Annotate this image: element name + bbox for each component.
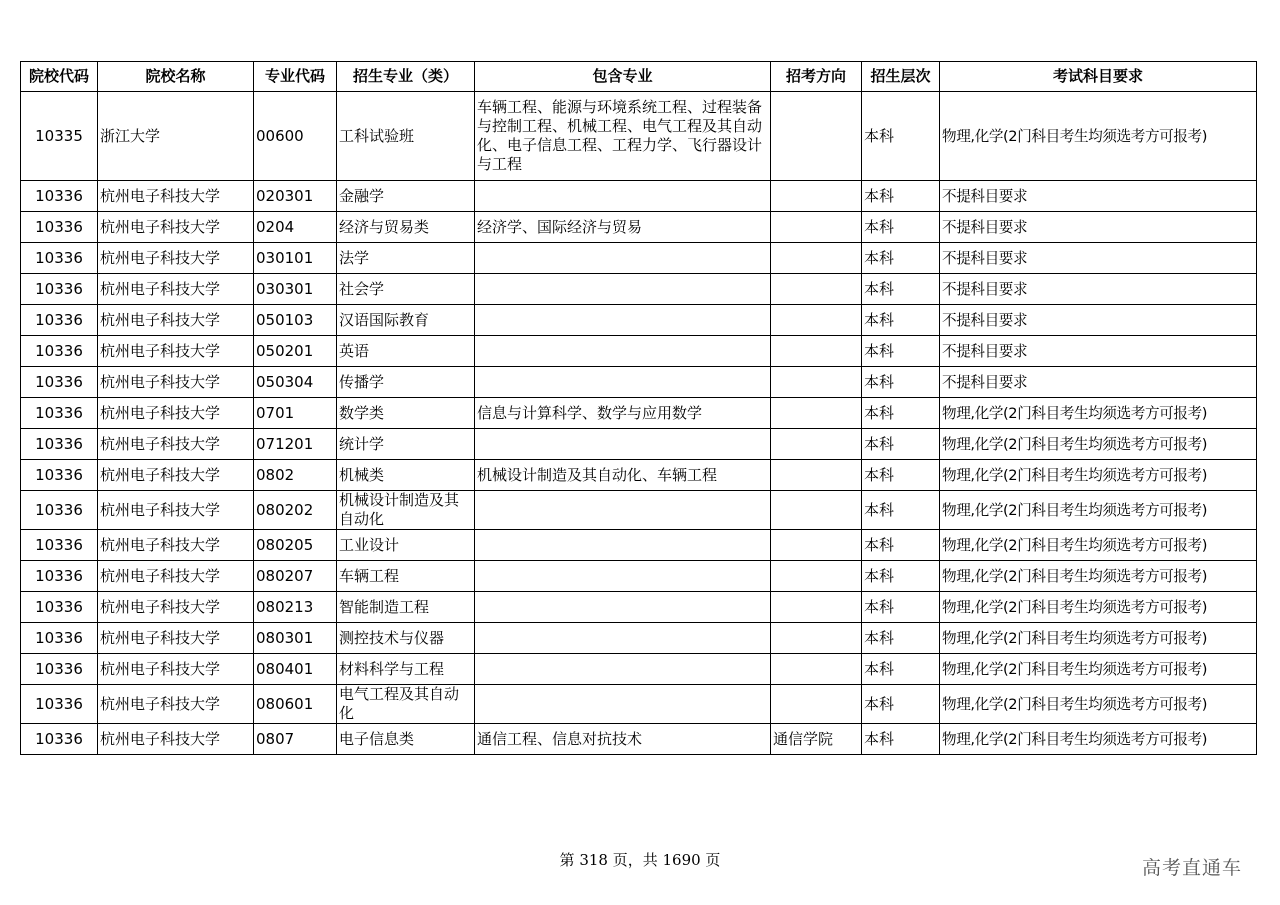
cell-major-code: 050103 bbox=[254, 305, 337, 336]
table-row bbox=[21, 92, 1257, 181]
cell-major-code: 030301 bbox=[254, 274, 337, 305]
cell-includes: 机械设计制造及其自动化、车辆工程 bbox=[475, 460, 771, 491]
table-row bbox=[21, 491, 1257, 530]
cell-school-code: 10336 bbox=[21, 243, 98, 274]
cell-level: 本科 bbox=[862, 460, 940, 491]
cell-school-code: 10336 bbox=[21, 530, 98, 561]
cell-subjects: 物理,化学(2门科目考生均须选考方可报考) bbox=[940, 491, 1257, 530]
cell-includes bbox=[475, 336, 771, 367]
header-subjects: 考试科目要求 bbox=[940, 62, 1257, 92]
cell-includes bbox=[475, 623, 771, 654]
header-major: 招生专业（类） bbox=[337, 62, 475, 92]
cell-subjects: 物理,化学(2门科目考生均须选考方可报考) bbox=[940, 398, 1257, 429]
cell-includes bbox=[475, 654, 771, 685]
table-row bbox=[21, 398, 1257, 429]
cell-subjects: 物理,化学(2门科目考生均须选考方可报考) bbox=[940, 724, 1257, 755]
cell-direction bbox=[771, 336, 862, 367]
cell-major-code: 080601 bbox=[254, 685, 337, 724]
cell-school-code: 10336 bbox=[21, 491, 98, 530]
cell-major-code: 080213 bbox=[254, 592, 337, 623]
cell-direction bbox=[771, 212, 862, 243]
cell-major-code: 0802 bbox=[254, 460, 337, 491]
table-row bbox=[21, 654, 1257, 685]
cell-level: 本科 bbox=[862, 181, 940, 212]
cell-direction: 通信学院 bbox=[771, 724, 862, 755]
cell-subjects: 物理,化学(2门科目考生均须选考方可报考) bbox=[940, 530, 1257, 561]
cell-includes bbox=[475, 561, 771, 592]
cell-direction bbox=[771, 592, 862, 623]
cell-level: 本科 bbox=[862, 491, 940, 530]
cell-school-code: 10335 bbox=[21, 92, 98, 181]
cell-school-code: 10336 bbox=[21, 274, 98, 305]
cell-includes: 信息与计算科学、数学与应用数学 bbox=[475, 398, 771, 429]
cell-school-code: 10336 bbox=[21, 367, 98, 398]
cell-major: 电子信息类 bbox=[337, 724, 475, 755]
cell-major-code: 0807 bbox=[254, 724, 337, 755]
header-school-name: 院校名称 bbox=[98, 62, 254, 92]
cell-school-code: 10336 bbox=[21, 685, 98, 724]
table-row bbox=[21, 181, 1257, 212]
table-row bbox=[21, 305, 1257, 336]
cell-direction bbox=[771, 530, 862, 561]
cell-includes bbox=[475, 305, 771, 336]
cell-major-code: 020301 bbox=[254, 181, 337, 212]
cell-subjects: 不提科目要求 bbox=[940, 367, 1257, 398]
cell-major: 工科试验班 bbox=[337, 92, 475, 181]
watermark: 高考直通车 bbox=[1142, 857, 1243, 879]
cell-level: 本科 bbox=[862, 429, 940, 460]
cell-includes: 经济学、国际经济与贸易 bbox=[475, 212, 771, 243]
cell-direction bbox=[771, 367, 862, 398]
cell-major-code: 030101 bbox=[254, 243, 337, 274]
table-row bbox=[21, 460, 1257, 491]
cell-level: 本科 bbox=[862, 724, 940, 755]
cell-level: 本科 bbox=[862, 623, 940, 654]
cell-subjects: 不提科目要求 bbox=[940, 305, 1257, 336]
cell-direction bbox=[771, 429, 862, 460]
header-school-code: 院校代码 bbox=[21, 62, 98, 92]
cell-school-name: 杭州电子科技大学 bbox=[98, 429, 254, 460]
header-level: 招生层次 bbox=[862, 62, 940, 92]
cell-includes bbox=[475, 429, 771, 460]
cell-subjects: 物理,化学(2门科目考生均须选考方可报考) bbox=[940, 623, 1257, 654]
cell-major: 机械设计制造及其自动化 bbox=[337, 491, 475, 530]
cell-school-name: 杭州电子科技大学 bbox=[98, 592, 254, 623]
cell-level: 本科 bbox=[862, 530, 940, 561]
cell-subjects: 不提科目要求 bbox=[940, 212, 1257, 243]
cell-subjects: 物理,化学(2门科目考生均须选考方可报考) bbox=[940, 460, 1257, 491]
cell-major-code: 080301 bbox=[254, 623, 337, 654]
cell-direction bbox=[771, 398, 862, 429]
cell-subjects: 物理,化学(2门科目考生均须选考方可报考) bbox=[940, 429, 1257, 460]
cell-major-code: 080401 bbox=[254, 654, 337, 685]
cell-subjects: 不提科目要求 bbox=[940, 336, 1257, 367]
cell-direction bbox=[771, 305, 862, 336]
page-number: 第 318 页，共 1690 页 bbox=[559, 851, 721, 869]
cell-major-code: 050304 bbox=[254, 367, 337, 398]
cell-school-name: 杭州电子科技大学 bbox=[98, 460, 254, 491]
cell-level: 本科 bbox=[862, 212, 940, 243]
cell-subjects: 不提科目要求 bbox=[940, 181, 1257, 212]
table-row bbox=[21, 243, 1257, 274]
cell-direction bbox=[771, 274, 862, 305]
cell-subjects: 物理,化学(2门科目考生均须选考方可报考) bbox=[940, 561, 1257, 592]
cell-school-code: 10336 bbox=[21, 724, 98, 755]
cell-major-code: 080207 bbox=[254, 561, 337, 592]
cell-major: 材料科学与工程 bbox=[337, 654, 475, 685]
cell-school-code: 10336 bbox=[21, 181, 98, 212]
cell-school-name: 杭州电子科技大学 bbox=[98, 243, 254, 274]
cell-subjects: 物理,化学(2门科目考生均须选考方可报考) bbox=[940, 654, 1257, 685]
cell-direction bbox=[771, 654, 862, 685]
cell-school-code: 10336 bbox=[21, 623, 98, 654]
cell-level: 本科 bbox=[862, 398, 940, 429]
cell-includes: 车辆工程、能源与环境系统工程、过程装备与控制工程、机械工程、电气工程及其自动化、电子信息工程、工程力学、飞行器设计与工程 bbox=[475, 92, 771, 181]
cell-school-name: 杭州电子科技大学 bbox=[98, 654, 254, 685]
cell-direction bbox=[771, 181, 862, 212]
cell-school-name: 杭州电子科技大学 bbox=[98, 398, 254, 429]
cell-major: 经济与贸易类 bbox=[337, 212, 475, 243]
cell-school-code: 10336 bbox=[21, 305, 98, 336]
cell-includes bbox=[475, 274, 771, 305]
header-row bbox=[21, 62, 1257, 92]
cell-school-code: 10336 bbox=[21, 654, 98, 685]
cell-school-name: 杭州电子科技大学 bbox=[98, 530, 254, 561]
cell-school-name: 杭州电子科技大学 bbox=[98, 623, 254, 654]
cell-school-code: 10336 bbox=[21, 561, 98, 592]
cell-direction bbox=[771, 685, 862, 724]
cell-level: 本科 bbox=[862, 685, 940, 724]
cell-major-code: 050201 bbox=[254, 336, 337, 367]
cell-level: 本科 bbox=[862, 305, 940, 336]
cell-major: 数学类 bbox=[337, 398, 475, 429]
admission-table bbox=[20, 61, 1257, 755]
cell-level: 本科 bbox=[862, 92, 940, 181]
cell-major: 智能制造工程 bbox=[337, 592, 475, 623]
cell-level: 本科 bbox=[862, 336, 940, 367]
cell-major-code: 00600 bbox=[254, 92, 337, 181]
cell-school-name: 杭州电子科技大学 bbox=[98, 212, 254, 243]
cell-level: 本科 bbox=[862, 367, 940, 398]
cell-includes bbox=[475, 491, 771, 530]
cell-major-code: 0204 bbox=[254, 212, 337, 243]
cell-direction bbox=[771, 460, 862, 491]
header-includes: 包含专业 bbox=[475, 62, 771, 92]
cell-school-name: 杭州电子科技大学 bbox=[98, 181, 254, 212]
cell-level: 本科 bbox=[862, 654, 940, 685]
cell-major: 传播学 bbox=[337, 367, 475, 398]
cell-level: 本科 bbox=[862, 592, 940, 623]
table-row bbox=[21, 274, 1257, 305]
cell-school-code: 10336 bbox=[21, 592, 98, 623]
cell-subjects: 物理,化学(2门科目考生均须选考方可报考) bbox=[940, 685, 1257, 724]
cell-level: 本科 bbox=[862, 561, 940, 592]
cell-subjects: 不提科目要求 bbox=[940, 274, 1257, 305]
cell-includes bbox=[475, 181, 771, 212]
table-row bbox=[21, 212, 1257, 243]
cell-major: 汉语国际教育 bbox=[337, 305, 475, 336]
cell-includes bbox=[475, 243, 771, 274]
cell-major: 法学 bbox=[337, 243, 475, 274]
cell-school-code: 10336 bbox=[21, 429, 98, 460]
cell-includes: 通信工程、信息对抗技术 bbox=[475, 724, 771, 755]
table-row bbox=[21, 367, 1257, 398]
header-direction: 招考方向 bbox=[771, 62, 862, 92]
cell-level: 本科 bbox=[862, 243, 940, 274]
cell-major: 机械类 bbox=[337, 460, 475, 491]
cell-school-name: 杭州电子科技大学 bbox=[98, 367, 254, 398]
cell-major-code: 080202 bbox=[254, 491, 337, 530]
cell-school-name: 杭州电子科技大学 bbox=[98, 685, 254, 724]
cell-school-name: 杭州电子科技大学 bbox=[98, 491, 254, 530]
table-row bbox=[21, 592, 1257, 623]
cell-includes bbox=[475, 367, 771, 398]
cell-includes bbox=[475, 685, 771, 724]
table-row bbox=[21, 336, 1257, 367]
cell-school-name: 杭州电子科技大学 bbox=[98, 305, 254, 336]
cell-major: 金融学 bbox=[337, 181, 475, 212]
cell-level: 本科 bbox=[862, 274, 940, 305]
cell-includes bbox=[475, 592, 771, 623]
cell-school-code: 10336 bbox=[21, 460, 98, 491]
cell-direction bbox=[771, 561, 862, 592]
cell-major: 工业设计 bbox=[337, 530, 475, 561]
table-row bbox=[21, 685, 1257, 724]
cell-school-name: 杭州电子科技大学 bbox=[98, 724, 254, 755]
cell-major: 英语 bbox=[337, 336, 475, 367]
cell-subjects: 物理,化学(2门科目考生均须选考方可报考) bbox=[940, 92, 1257, 181]
cell-school-code: 10336 bbox=[21, 212, 98, 243]
cell-direction bbox=[771, 92, 862, 181]
table-row bbox=[21, 530, 1257, 561]
table-row bbox=[21, 724, 1257, 755]
header-major-code: 专业代码 bbox=[254, 62, 337, 92]
cell-major-code: 071201 bbox=[254, 429, 337, 460]
cell-school-name: 杭州电子科技大学 bbox=[98, 561, 254, 592]
cell-direction bbox=[771, 491, 862, 530]
cell-school-name: 浙江大学 bbox=[98, 92, 254, 181]
cell-school-code: 10336 bbox=[21, 336, 98, 367]
cell-subjects: 不提科目要求 bbox=[940, 243, 1257, 274]
cell-school-name: 杭州电子科技大学 bbox=[98, 274, 254, 305]
cell-subjects: 物理,化学(2门科目考生均须选考方可报考) bbox=[940, 592, 1257, 623]
cell-major-code: 0701 bbox=[254, 398, 337, 429]
cell-direction bbox=[771, 623, 862, 654]
table-row bbox=[21, 429, 1257, 460]
table-row bbox=[21, 623, 1257, 654]
cell-school-name: 杭州电子科技大学 bbox=[98, 336, 254, 367]
cell-major-code: 080205 bbox=[254, 530, 337, 561]
table-row bbox=[21, 561, 1257, 592]
cell-includes bbox=[475, 530, 771, 561]
cell-major: 统计学 bbox=[337, 429, 475, 460]
cell-major: 社会学 bbox=[337, 274, 475, 305]
cell-major: 电气工程及其自动化 bbox=[337, 685, 475, 724]
cell-major: 测控技术与仪器 bbox=[337, 623, 475, 654]
cell-major: 车辆工程 bbox=[337, 561, 475, 592]
cell-direction bbox=[771, 243, 862, 274]
cell-school-code: 10336 bbox=[21, 398, 98, 429]
